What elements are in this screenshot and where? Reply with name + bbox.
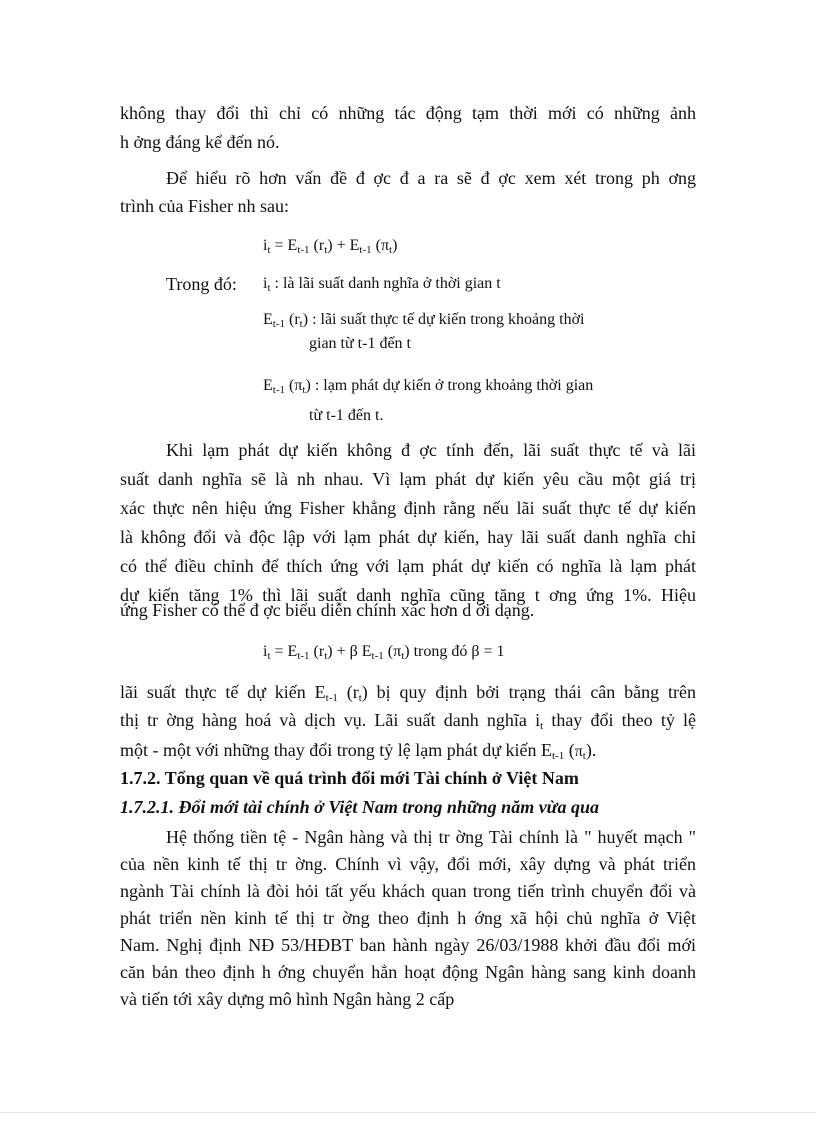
definition-real-rate: $E_{t-1}$ $(r_t)$ : lãi suất thực tế dự kiến trong khoảng thời (263, 311, 585, 330)
paragraph-3-line-3: xác thực nên hiệu ứng Fisher khẳng định rằng nếu lãi suất thực tế dự kiến (120, 498, 696, 518)
paragraph-3-line-1: Khi lạm phát dự kiến không đ ợc tính đến, lãi suất thực tế và lãi (166, 440, 696, 460)
definition-real-rate-cont: gian từ t-1 đến t (309, 335, 411, 352)
paragraph-4-line-2: thị tr ờng hàng hoá và dịch vụ. Lãi suất danh nghĩa $i_t$ thay đổi theo tỷ lệ (120, 710, 696, 732)
subsection-heading: 1.7.2.1. Đổi mới tài chính ở Việt Nam trong những năm vừa qua (120, 797, 599, 817)
paragraph-5-line-1: Hệ thống tiền tệ - Ngân hàng và thị tr ờng Tài chính là " huyết mạch " (166, 827, 696, 847)
paragraph-2-line-1: Để hiểu rõ hơn vấn đề đ ợc đ a ra sẽ đ ợc xem xét trong ph ơng (166, 168, 696, 188)
paragraph-3-line-7: ứng Fisher có thể đ ợc biểu diễn chính xác hơn d ới dạng. (120, 600, 535, 620)
definition-nominal-rate: $i_t$ : là lãi suất danh nghĩa ở thời gian t (263, 275, 501, 294)
paragraph-5-line-5: Nam. Nghị định NĐ 53/HĐBT ban hành ngày 26/03/1988 khởi đầu đổi mới (120, 935, 696, 955)
paragraph-3-line-2: suất danh nghĩa sẽ là nh nhau. Vì lạm phát dự kiến yêu cầu một giá trị (120, 469, 696, 489)
paragraph-4-line-3: một - một với những thay đổi trong tỷ lệ lạm phát dự kiến $E_{t-1}$ $(\pi_t)$. (120, 740, 597, 762)
paragraph-5-line-6: căn bản theo định h ớng chuyển hẳn hoạt động Ngân hàng sang kinh doanh (120, 962, 696, 982)
paragraph-4-line-1: lãi suất thực tế dự kiến $E_{t-1}$ $(r_t)$ bị quy định bởi trạng thái cân bằng trên (120, 682, 696, 704)
definition-inflation-cont: từ t-1 đến t. (309, 407, 384, 424)
paragraph-3-line-4: là không đổi và độc lập với lạm phát dự kiến, hay lãi suất danh nghĩa chỉ (120, 527, 696, 547)
definitions-label: Trong đó: (166, 274, 237, 294)
page-bottom-edge (0, 1112, 816, 1113)
paragraph-1-line-2: h ởng đáng kể đến nó. (120, 132, 280, 152)
definition-inflation: $E_{t-1}$ $(\pi_t)$ : lạm phát dự kiến ở trong khoảng thời gian (263, 377, 594, 396)
fisher-equation-beta: $i_t = E_{t-1}$ $(r_t) + \beta$ $E_{t-1}$ $(\pi_t)$ trong đó β = 1 (263, 643, 505, 662)
paragraph-5-line-7: và tiến tới xây dựng mô hình Ngân hàng 2 cấp (120, 989, 455, 1009)
paragraph-5-line-2: của nền kinh tế thị tr ờng. Chính vì vậy, đổi mới, xây dựng và phát triển (120, 854, 696, 874)
paragraph-3-line-5: có thể điều chỉnh để thích ứng với lạm phát dự kiến có nghĩa là lạm phát (120, 556, 696, 576)
fisher-equation: $i_t = E_{t-1}$ $(r_t) + E_{t-1}$ $(\pi_t)$ (263, 237, 398, 256)
section-heading: 1.7.2. Tổng quan về quá trình đổi mới Tài chính ở Việt Nam (120, 768, 579, 788)
paragraph-3-line-6: dự kiến tăng 1% thì lãi suất danh nghĩa cũng tăng t ơng ứng 1%. Hiệu (120, 585, 696, 605)
paragraph-5-line-4: phát triển nền kinh tế thị tr ờng theo định h ớng xã hội chủ nghĩa ở Việt (120, 908, 696, 928)
paragraph-5-line-3: ngành Tài chính là đòi hỏi tất yếu khách quan trong tiến trình chuyển đổi và (120, 881, 696, 901)
paragraph-1-line-1: không thay đổi thì chỉ có những tác động tạm thời mới có những ảnh (120, 103, 696, 123)
paragraph-2-line-2: trình của Fisher nh sau: (120, 196, 289, 216)
